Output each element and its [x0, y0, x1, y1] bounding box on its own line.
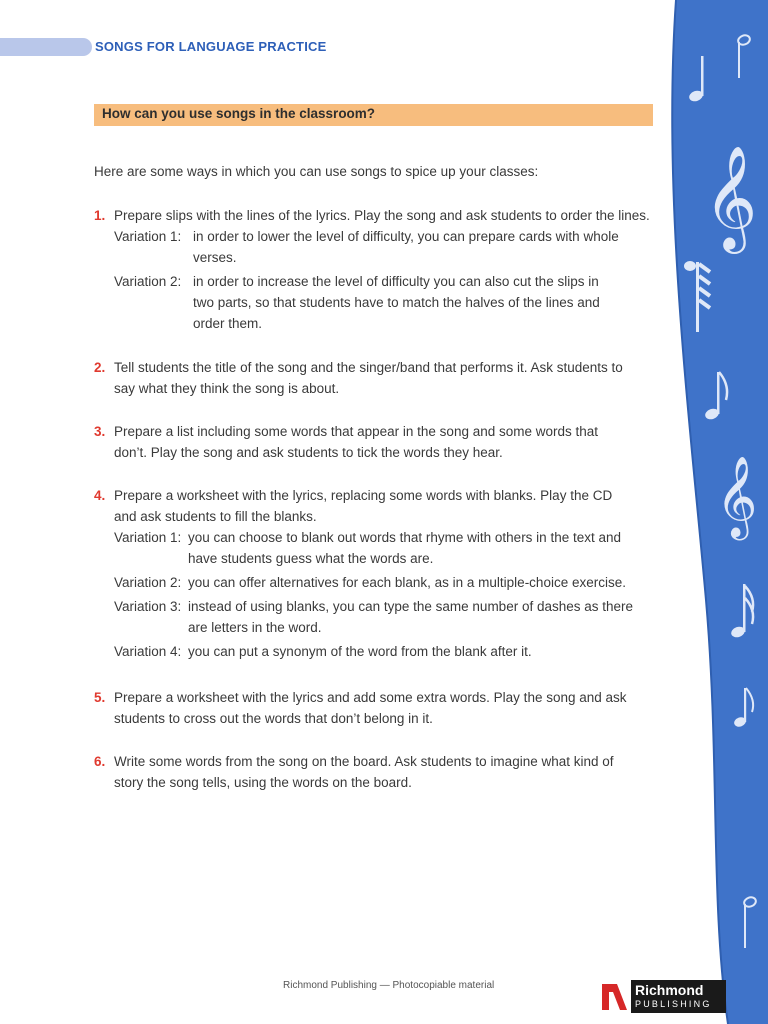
intro-text: Here are some ways in which you can use songs to spice up your classes: [94, 164, 539, 179]
variation-text-cont: have students guess what the words are. [188, 551, 434, 566]
logo-name: Richmond [635, 982, 704, 998]
variation-label: Variation 3: [114, 599, 182, 614]
richmond-logo [599, 980, 726, 1013]
svg-text:𝄞: 𝄞 [716, 455, 758, 537]
variation [114, 271, 654, 292]
item-number: 6. [94, 754, 106, 769]
footer-text: Richmond Publishing — Photocopiable material [283, 980, 495, 991]
variation-label: Variation 2: [114, 575, 182, 590]
variation-text-cont: order them. [193, 316, 263, 331]
item-number: 4. [94, 488, 106, 503]
variation [114, 572, 654, 593]
variation-label: Variation 1: [114, 229, 182, 244]
variation-text-cont: two parts, so that students have to match the halves of the lines and [193, 295, 600, 310]
variation-text: you can offer alternatives for each blank, as in a multiple-choice exercise. [188, 575, 626, 590]
item-text: Prepare a worksheet with the lyrics, replacing some words with blanks. Play the CD [114, 488, 613, 503]
item-number: 1. [94, 208, 106, 223]
item-number: 2. [94, 360, 106, 375]
list-item-5 [94, 687, 654, 729]
variation-text-cont: verses. [193, 250, 237, 265]
richmond-r-icon [599, 980, 631, 1013]
variation-text: you can put a synonym of the word from the blank after it. [188, 644, 532, 659]
music-decoration-panel [668, 0, 768, 1024]
variation [114, 596, 654, 617]
list-item-3 [94, 421, 654, 463]
item-text: Tell students the title of the song and the singer/band that performs it. Ask students to [114, 360, 623, 375]
item-text: Write some words from the song on the board. Ask students to imagine what kind of [114, 754, 614, 769]
variation [114, 641, 654, 662]
item-number: 5. [94, 690, 106, 705]
question-heading [94, 104, 653, 126]
list-item-6 [94, 751, 654, 793]
item-text-cont: students to cross out the words that don’t belong in it. [114, 711, 433, 726]
logo-subtitle: PUBLISHING [635, 999, 712, 1009]
svg-text:𝄞: 𝄞 [704, 145, 758, 250]
variation-text-cont: are letters in the word. [188, 620, 322, 635]
list-item-4 [94, 485, 654, 662]
item-text: Prepare a list including some words that appear in the song and some words that [114, 424, 599, 439]
item-text-cont: story the song tells, using the words on the board. [114, 775, 412, 790]
variation-label: Variation 4: [114, 644, 182, 659]
list-item-2 [94, 357, 654, 399]
variation-label: Variation 2: [114, 274, 182, 289]
item-text-cont: don’t. Play the song and ask students to tick the words they hear. [114, 445, 503, 460]
variation [114, 226, 654, 247]
question-text: How can you use songs in the classroom? [102, 106, 376, 121]
section-title: SONGS FOR LANGUAGE PRACTICE [95, 39, 327, 54]
header-accent-bar [0, 38, 92, 56]
item-text: Prepare slips with the lines of the lyrics. Play the song and ask students to order the lines. [114, 208, 650, 223]
variation-text: in order to lower the level of difficulty, you can prepare cards with whole [193, 229, 619, 244]
variation-label: Variation 1: [114, 530, 182, 545]
variation [114, 527, 654, 548]
list-item-1 [94, 205, 654, 334]
item-text-cont: say what they think the song is about. [114, 381, 340, 396]
item-text-cont: and ask students to fill the blanks. [114, 509, 317, 524]
variation-text: you can choose to blank out words that rhyme with others in the text and [188, 530, 621, 545]
variation-text: in order to increase the level of difficulty you can also cut the slips in [193, 274, 599, 289]
item-text: Prepare a worksheet with the lyrics and add some extra words. Play the song and ask [114, 690, 627, 705]
item-number: 3. [94, 424, 106, 439]
variation-text: instead of using blanks, you can type the same number of dashes as there [188, 599, 634, 614]
